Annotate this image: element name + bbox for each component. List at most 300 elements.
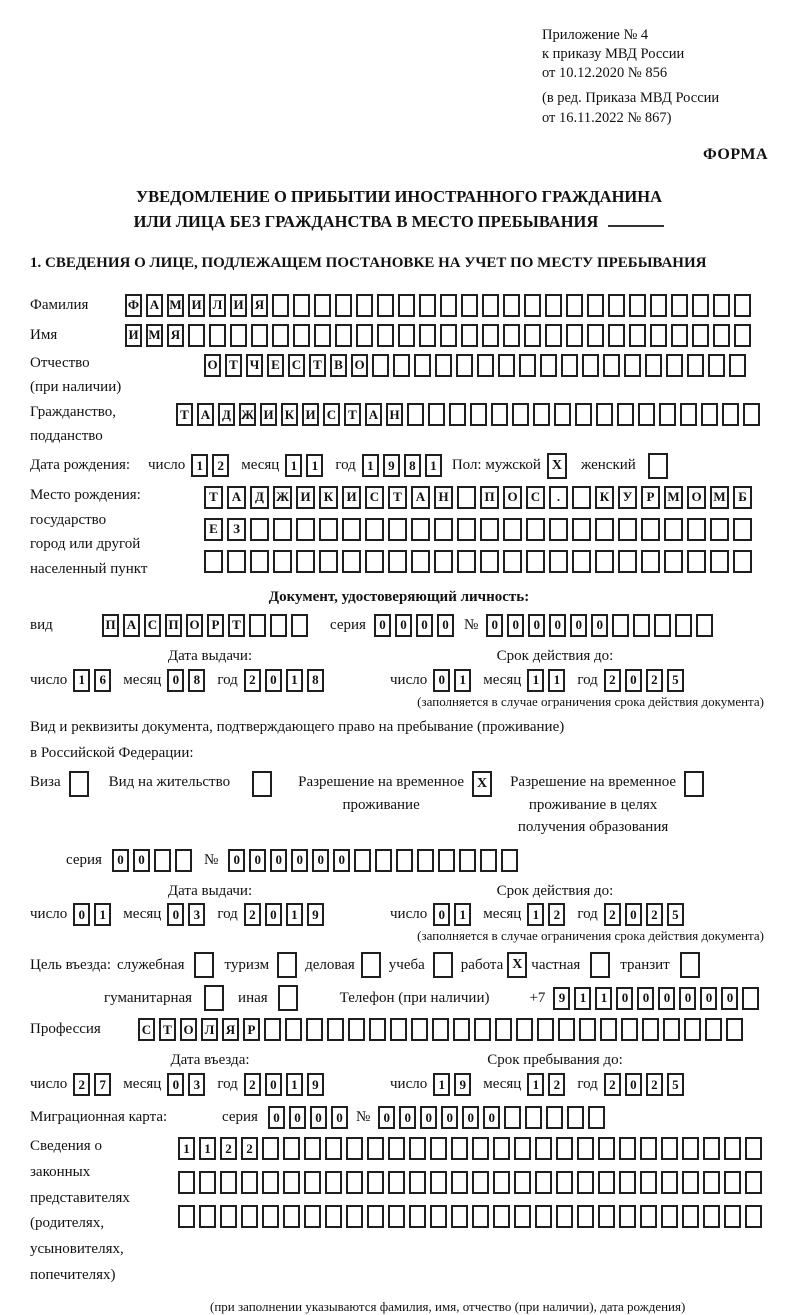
- form-cell[interactable]: [734, 294, 751, 317]
- form-cell[interactable]: [377, 324, 394, 347]
- form-cell[interactable]: 0: [265, 669, 282, 692]
- issue-year-cells[interactable]: [244, 669, 324, 692]
- form-cell[interactable]: [503, 324, 520, 347]
- form-cell[interactable]: П: [165, 614, 182, 637]
- form-cell[interactable]: [346, 1171, 363, 1194]
- form-cell[interactable]: Л: [201, 1018, 218, 1041]
- form-cell[interactable]: [692, 324, 709, 347]
- form-cell[interactable]: [598, 1205, 615, 1228]
- stay-series-cells[interactable]: [112, 849, 192, 872]
- form-cell[interactable]: [356, 324, 373, 347]
- form-cell[interactable]: [175, 849, 192, 872]
- doc-series-cells[interactable]: [374, 614, 454, 637]
- form-cell[interactable]: [621, 1018, 638, 1041]
- form-cell[interactable]: О: [503, 486, 522, 509]
- form-cell[interactable]: [365, 550, 384, 573]
- form-cell[interactable]: В: [330, 354, 347, 377]
- form-cell[interactable]: 1: [286, 669, 303, 692]
- form-cell[interactable]: Ж: [273, 486, 292, 509]
- form-cell[interactable]: [451, 1205, 468, 1228]
- form-cell[interactable]: [209, 324, 226, 347]
- form-cell[interactable]: 8: [188, 669, 205, 692]
- form-cell[interactable]: [640, 1137, 657, 1160]
- surname-cells[interactable]: [125, 294, 751, 317]
- form-cell[interactable]: [687, 354, 704, 377]
- form-cell[interactable]: 1: [527, 669, 544, 692]
- form-cell[interactable]: [388, 1205, 405, 1228]
- form-cell[interactable]: [734, 324, 751, 347]
- form-cell[interactable]: [577, 1205, 594, 1228]
- form-cell[interactable]: [650, 294, 667, 317]
- form-cell[interactable]: Ж: [239, 403, 256, 426]
- form-cell[interactable]: [654, 614, 671, 637]
- form-cell[interactable]: [598, 1137, 615, 1160]
- form-cell[interactable]: 2: [646, 1073, 663, 1096]
- form-cell[interactable]: [703, 1137, 720, 1160]
- form-cell[interactable]: [724, 1137, 741, 1160]
- form-cell[interactable]: [680, 403, 697, 426]
- form-cell[interactable]: Т: [388, 486, 407, 509]
- form-cell[interactable]: Т: [225, 354, 242, 377]
- form-cell[interactable]: [645, 354, 662, 377]
- form-cell[interactable]: 1: [527, 1073, 544, 1096]
- form-cell[interactable]: 2: [212, 454, 229, 477]
- form-cell[interactable]: 9: [307, 1073, 324, 1096]
- migration-number-cells[interactable]: [378, 1106, 605, 1129]
- form-cell[interactable]: 9: [553, 987, 570, 1010]
- form-cell[interactable]: 9: [383, 454, 400, 477]
- birth-month-cells[interactable]: [285, 454, 323, 477]
- form-cell[interactable]: 2: [244, 1073, 261, 1096]
- form-cell[interactable]: [524, 324, 541, 347]
- form-cell[interactable]: 1: [285, 454, 302, 477]
- citizenship-cells[interactable]: [176, 403, 760, 426]
- form-cell[interactable]: [519, 354, 536, 377]
- form-cell[interactable]: [561, 354, 578, 377]
- form-cell[interactable]: П: [102, 614, 119, 637]
- form-cell[interactable]: 0: [399, 1106, 416, 1129]
- form-cell[interactable]: Т: [309, 354, 326, 377]
- form-cell[interactable]: [600, 1018, 617, 1041]
- form-cell[interactable]: [409, 1205, 426, 1228]
- form-cell[interactable]: [472, 1205, 489, 1228]
- form-cell[interactable]: [296, 518, 315, 541]
- form-cell[interactable]: [270, 614, 287, 637]
- form-cell[interactable]: [724, 1205, 741, 1228]
- form-cell[interactable]: [661, 1205, 678, 1228]
- form-cell[interactable]: 9: [454, 1073, 471, 1096]
- form-cell[interactable]: [154, 849, 171, 872]
- migration-series-cells[interactable]: [268, 1106, 348, 1129]
- form-cell[interactable]: 0: [133, 849, 150, 872]
- form-cell[interactable]: 0: [270, 849, 287, 872]
- form-cell[interactable]: [354, 849, 371, 872]
- form-cell[interactable]: 0: [291, 849, 308, 872]
- form-cell[interactable]: 0: [73, 903, 90, 926]
- legal-reps-cells-row1[interactable]: [178, 1137, 762, 1160]
- purpose-transit-checkbox[interactable]: [680, 952, 700, 978]
- form-cell[interactable]: 5: [667, 669, 684, 692]
- form-cell[interactable]: [264, 1018, 281, 1041]
- form-cell[interactable]: [482, 324, 499, 347]
- birth-place-cells-row1[interactable]: [204, 486, 752, 509]
- form-cell[interactable]: [220, 1205, 237, 1228]
- form-cell[interactable]: [428, 403, 445, 426]
- purpose-official-checkbox[interactable]: [194, 952, 214, 978]
- form-cell[interactable]: 1: [178, 1137, 195, 1160]
- form-cell[interactable]: М: [167, 294, 184, 317]
- form-cell[interactable]: С: [365, 486, 384, 509]
- form-cell[interactable]: Б: [733, 486, 752, 509]
- form-cell[interactable]: 5: [667, 903, 684, 926]
- form-cell[interactable]: 0: [112, 849, 129, 872]
- form-cell[interactable]: [526, 550, 545, 573]
- form-cell[interactable]: 0: [167, 1073, 184, 1096]
- form-cell[interactable]: [230, 324, 247, 347]
- birth-place-cells-row3[interactable]: [204, 550, 752, 573]
- form-cell[interactable]: [595, 518, 614, 541]
- form-cell[interactable]: 0: [420, 1106, 437, 1129]
- form-cell[interactable]: [456, 354, 473, 377]
- form-cell[interactable]: [526, 518, 545, 541]
- form-cell[interactable]: Ф: [125, 294, 142, 317]
- form-cell[interactable]: Н: [434, 486, 453, 509]
- stay-issue-year-cells[interactable]: [244, 903, 324, 926]
- form-cell[interactable]: [504, 1106, 521, 1129]
- form-cell[interactable]: [272, 324, 289, 347]
- form-cell[interactable]: 2: [604, 669, 621, 692]
- purpose-business-checkbox[interactable]: [361, 952, 381, 978]
- option-temp-residence-education-checkbox[interactable]: [684, 771, 704, 797]
- form-cell[interactable]: А: [123, 614, 140, 637]
- form-cell[interactable]: [618, 518, 637, 541]
- form-cell[interactable]: [535, 1137, 552, 1160]
- form-cell[interactable]: О: [204, 354, 221, 377]
- form-cell[interactable]: 0: [167, 669, 184, 692]
- form-cell[interactable]: [457, 518, 476, 541]
- stay-valid-year-cells[interactable]: [604, 903, 684, 926]
- form-cell[interactable]: [388, 1137, 405, 1160]
- form-cell[interactable]: [595, 550, 614, 573]
- form-cell[interactable]: К: [319, 486, 338, 509]
- form-cell[interactable]: [512, 403, 529, 426]
- form-cell[interactable]: [587, 294, 604, 317]
- form-cell[interactable]: 1: [306, 454, 323, 477]
- legal-reps-cells-row2[interactable]: [178, 1171, 762, 1194]
- form-cell[interactable]: [603, 354, 620, 377]
- form-cell[interactable]: [434, 518, 453, 541]
- form-cell[interactable]: Т: [176, 403, 193, 426]
- form-cell[interactable]: [407, 403, 424, 426]
- form-cell[interactable]: 8: [307, 669, 324, 692]
- form-cell[interactable]: [726, 1018, 743, 1041]
- form-cell[interactable]: [687, 518, 706, 541]
- form-cell[interactable]: 1: [286, 1073, 303, 1096]
- form-cell[interactable]: [545, 324, 562, 347]
- form-cell[interactable]: Т: [159, 1018, 176, 1041]
- form-cell[interactable]: 2: [604, 903, 621, 926]
- form-cell[interactable]: 0: [228, 849, 245, 872]
- form-cell[interactable]: [503, 294, 520, 317]
- form-cell[interactable]: 0: [395, 614, 412, 637]
- form-cell[interactable]: 1: [433, 1073, 450, 1096]
- birth-day-cells[interactable]: [191, 454, 229, 477]
- form-cell[interactable]: Е: [204, 518, 223, 541]
- form-cell[interactable]: [525, 1106, 542, 1129]
- form-cell[interactable]: [572, 518, 591, 541]
- form-cell[interactable]: [325, 1171, 342, 1194]
- form-cell[interactable]: 0: [249, 849, 266, 872]
- form-cell[interactable]: [178, 1205, 195, 1228]
- form-cell[interactable]: [409, 1137, 426, 1160]
- form-cell[interactable]: [291, 614, 308, 637]
- form-cell[interactable]: Д: [250, 486, 269, 509]
- form-cell[interactable]: [577, 1171, 594, 1194]
- form-cell[interactable]: [411, 518, 430, 541]
- form-cell[interactable]: П: [480, 486, 499, 509]
- form-cell[interactable]: Т: [344, 403, 361, 426]
- form-cell[interactable]: С: [323, 403, 340, 426]
- form-cell[interactable]: [335, 324, 352, 347]
- form-cell[interactable]: 0: [433, 903, 450, 926]
- form-cell[interactable]: [293, 294, 310, 317]
- form-cell[interactable]: [608, 324, 625, 347]
- form-cell[interactable]: Р: [207, 614, 224, 637]
- form-cell[interactable]: [533, 403, 550, 426]
- form-cell[interactable]: [556, 1171, 573, 1194]
- form-cell[interactable]: [661, 1137, 678, 1160]
- form-cell[interactable]: [346, 1205, 363, 1228]
- form-cell[interactable]: 2: [548, 1073, 565, 1096]
- purpose-tourism-checkbox[interactable]: [277, 952, 297, 978]
- form-cell[interactable]: [671, 324, 688, 347]
- form-cell[interactable]: [188, 324, 205, 347]
- form-cell[interactable]: 3: [188, 903, 205, 926]
- form-cell[interactable]: [293, 324, 310, 347]
- form-cell[interactable]: [493, 1171, 510, 1194]
- form-cell[interactable]: Я: [251, 294, 268, 317]
- form-cell[interactable]: И: [342, 486, 361, 509]
- form-cell[interactable]: [641, 518, 660, 541]
- form-cell[interactable]: [365, 518, 384, 541]
- form-cell[interactable]: [549, 550, 568, 573]
- form-cell[interactable]: [687, 550, 706, 573]
- form-cell[interactable]: 0: [268, 1106, 285, 1129]
- form-cell[interactable]: [556, 1205, 573, 1228]
- form-cell[interactable]: [618, 550, 637, 573]
- form-cell[interactable]: [745, 1137, 762, 1160]
- form-cell[interactable]: [537, 1018, 554, 1041]
- form-cell[interactable]: 0: [462, 1106, 479, 1129]
- form-cell[interactable]: [566, 324, 583, 347]
- form-cell[interactable]: 0: [483, 1106, 500, 1129]
- form-cell[interactable]: Т: [228, 614, 245, 637]
- form-cell[interactable]: [729, 354, 746, 377]
- birth-place-cells-row2[interactable]: [204, 518, 752, 541]
- form-cell[interactable]: А: [146, 294, 163, 317]
- form-cell[interactable]: [664, 518, 683, 541]
- form-cell[interactable]: [666, 354, 683, 377]
- form-cell[interactable]: [435, 354, 452, 377]
- form-cell[interactable]: 0: [700, 987, 717, 1010]
- form-cell[interactable]: Р: [641, 486, 660, 509]
- form-cell[interactable]: С: [288, 354, 305, 377]
- issue-day-cells[interactable]: [73, 669, 111, 692]
- form-cell[interactable]: 0: [679, 987, 696, 1010]
- form-cell[interactable]: 0: [265, 1073, 282, 1096]
- form-cell[interactable]: [708, 354, 725, 377]
- form-cell[interactable]: [414, 354, 431, 377]
- form-cell[interactable]: [480, 550, 499, 573]
- form-cell[interactable]: 0: [437, 614, 454, 637]
- form-cell[interactable]: [684, 1018, 701, 1041]
- form-cell[interactable]: [250, 550, 269, 573]
- form-cell[interactable]: [411, 550, 430, 573]
- form-cell[interactable]: [503, 518, 522, 541]
- form-cell[interactable]: 0: [625, 669, 642, 692]
- form-cell[interactable]: [314, 294, 331, 317]
- form-cell[interactable]: [342, 550, 361, 573]
- form-cell[interactable]: [501, 849, 518, 872]
- form-cell[interactable]: 0: [591, 614, 608, 637]
- form-cell[interactable]: [453, 1018, 470, 1041]
- form-cell[interactable]: [390, 1018, 407, 1041]
- stay-issue-day-cells[interactable]: [73, 903, 111, 926]
- form-cell[interactable]: А: [227, 486, 246, 509]
- form-cell[interactable]: [491, 403, 508, 426]
- patronymic-cells[interactable]: [204, 354, 746, 377]
- form-cell[interactable]: Ч: [246, 354, 263, 377]
- stay-until-month-cells[interactable]: [527, 1073, 565, 1096]
- form-cell[interactable]: 0: [416, 614, 433, 637]
- form-cell[interactable]: 0: [378, 1106, 395, 1129]
- form-cell[interactable]: [348, 1018, 365, 1041]
- form-cell[interactable]: [640, 1171, 657, 1194]
- form-cell[interactable]: [480, 849, 497, 872]
- form-cell[interactable]: [459, 849, 476, 872]
- form-cell[interactable]: [285, 1018, 302, 1041]
- form-cell[interactable]: [477, 354, 494, 377]
- form-cell[interactable]: [178, 1171, 195, 1194]
- form-cell[interactable]: [640, 1205, 657, 1228]
- form-cell[interactable]: 0: [486, 614, 503, 637]
- form-cell[interactable]: [396, 849, 413, 872]
- form-cell[interactable]: [556, 1137, 573, 1160]
- form-cell[interactable]: [419, 294, 436, 317]
- form-cell[interactable]: [503, 550, 522, 573]
- form-cell[interactable]: И: [302, 403, 319, 426]
- form-cell[interactable]: С: [144, 614, 161, 637]
- form-cell[interactable]: 1: [94, 903, 111, 926]
- form-cell[interactable]: [495, 1018, 512, 1041]
- form-cell[interactable]: 0: [507, 614, 524, 637]
- form-cell[interactable]: [449, 403, 466, 426]
- form-cell[interactable]: 0: [310, 1106, 327, 1129]
- form-cell[interactable]: 2: [548, 903, 565, 926]
- entry-year-cells[interactable]: [244, 1073, 324, 1096]
- form-cell[interactable]: [710, 518, 729, 541]
- form-cell[interactable]: [398, 324, 415, 347]
- form-cell[interactable]: 0: [265, 903, 282, 926]
- form-cell[interactable]: [682, 1137, 699, 1160]
- form-cell[interactable]: [696, 614, 713, 637]
- form-cell[interactable]: .: [549, 486, 568, 509]
- birth-year-cells[interactable]: [362, 454, 442, 477]
- form-cell[interactable]: 0: [616, 987, 633, 1010]
- form-cell[interactable]: А: [365, 403, 382, 426]
- form-cell[interactable]: И: [230, 294, 247, 317]
- form-cell[interactable]: [325, 1137, 342, 1160]
- form-cell[interactable]: 2: [220, 1137, 237, 1160]
- option-residence-permit-checkbox[interactable]: [252, 771, 272, 797]
- form-cell[interactable]: [742, 987, 759, 1010]
- form-cell[interactable]: [342, 518, 361, 541]
- form-cell[interactable]: [457, 550, 476, 573]
- form-cell[interactable]: 0: [570, 614, 587, 637]
- form-cell[interactable]: 3: [188, 1073, 205, 1096]
- form-cell[interactable]: [629, 324, 646, 347]
- form-cell[interactable]: [713, 324, 730, 347]
- form-cell[interactable]: Т: [204, 486, 223, 509]
- stay-valid-day-cells[interactable]: [433, 903, 471, 926]
- doc-kind-cells[interactable]: [102, 614, 308, 637]
- form-cell[interactable]: [588, 1106, 605, 1129]
- form-cell[interactable]: 1: [191, 454, 208, 477]
- entry-day-cells[interactable]: [73, 1073, 111, 1096]
- form-cell[interactable]: 7: [94, 1073, 111, 1096]
- form-cell[interactable]: 0: [549, 614, 566, 637]
- form-cell[interactable]: [419, 324, 436, 347]
- form-cell[interactable]: [641, 550, 660, 573]
- form-cell[interactable]: [306, 1018, 323, 1041]
- form-cell[interactable]: К: [281, 403, 298, 426]
- form-cell[interactable]: [304, 1137, 321, 1160]
- form-cell[interactable]: [554, 403, 571, 426]
- form-cell[interactable]: [377, 294, 394, 317]
- form-cell[interactable]: 1: [362, 454, 379, 477]
- form-cell[interactable]: [440, 294, 457, 317]
- form-cell[interactable]: [598, 1171, 615, 1194]
- form-cell[interactable]: [367, 1205, 384, 1228]
- form-cell[interactable]: 5: [667, 1073, 684, 1096]
- form-cell[interactable]: 1: [527, 903, 544, 926]
- form-cell[interactable]: [398, 294, 415, 317]
- form-cell[interactable]: М: [146, 324, 163, 347]
- form-cell[interactable]: [304, 1171, 321, 1194]
- stay-valid-month-cells[interactable]: [527, 903, 565, 926]
- form-cell[interactable]: [493, 1137, 510, 1160]
- form-cell[interactable]: [388, 518, 407, 541]
- stay-until-year-cells[interactable]: [604, 1073, 684, 1096]
- form-cell[interactable]: И: [260, 403, 277, 426]
- form-cell[interactable]: 0: [333, 849, 350, 872]
- valid-day-cells[interactable]: [433, 669, 471, 692]
- form-cell[interactable]: [612, 614, 629, 637]
- form-cell[interactable]: 8: [404, 454, 421, 477]
- purpose-private-checkbox[interactable]: [590, 952, 610, 978]
- form-cell[interactable]: 0: [625, 903, 642, 926]
- form-cell[interactable]: [619, 1137, 636, 1160]
- form-cell[interactable]: О: [186, 614, 203, 637]
- form-cell[interactable]: [546, 1106, 563, 1129]
- form-cell[interactable]: [638, 403, 655, 426]
- form-cell[interactable]: 6: [94, 669, 111, 692]
- stay-until-day-cells[interactable]: [433, 1073, 471, 1096]
- purpose-study-checkbox[interactable]: [433, 952, 453, 978]
- form-cell[interactable]: [434, 550, 453, 573]
- form-cell[interactable]: [545, 294, 562, 317]
- phone-cells[interactable]: [553, 987, 759, 1010]
